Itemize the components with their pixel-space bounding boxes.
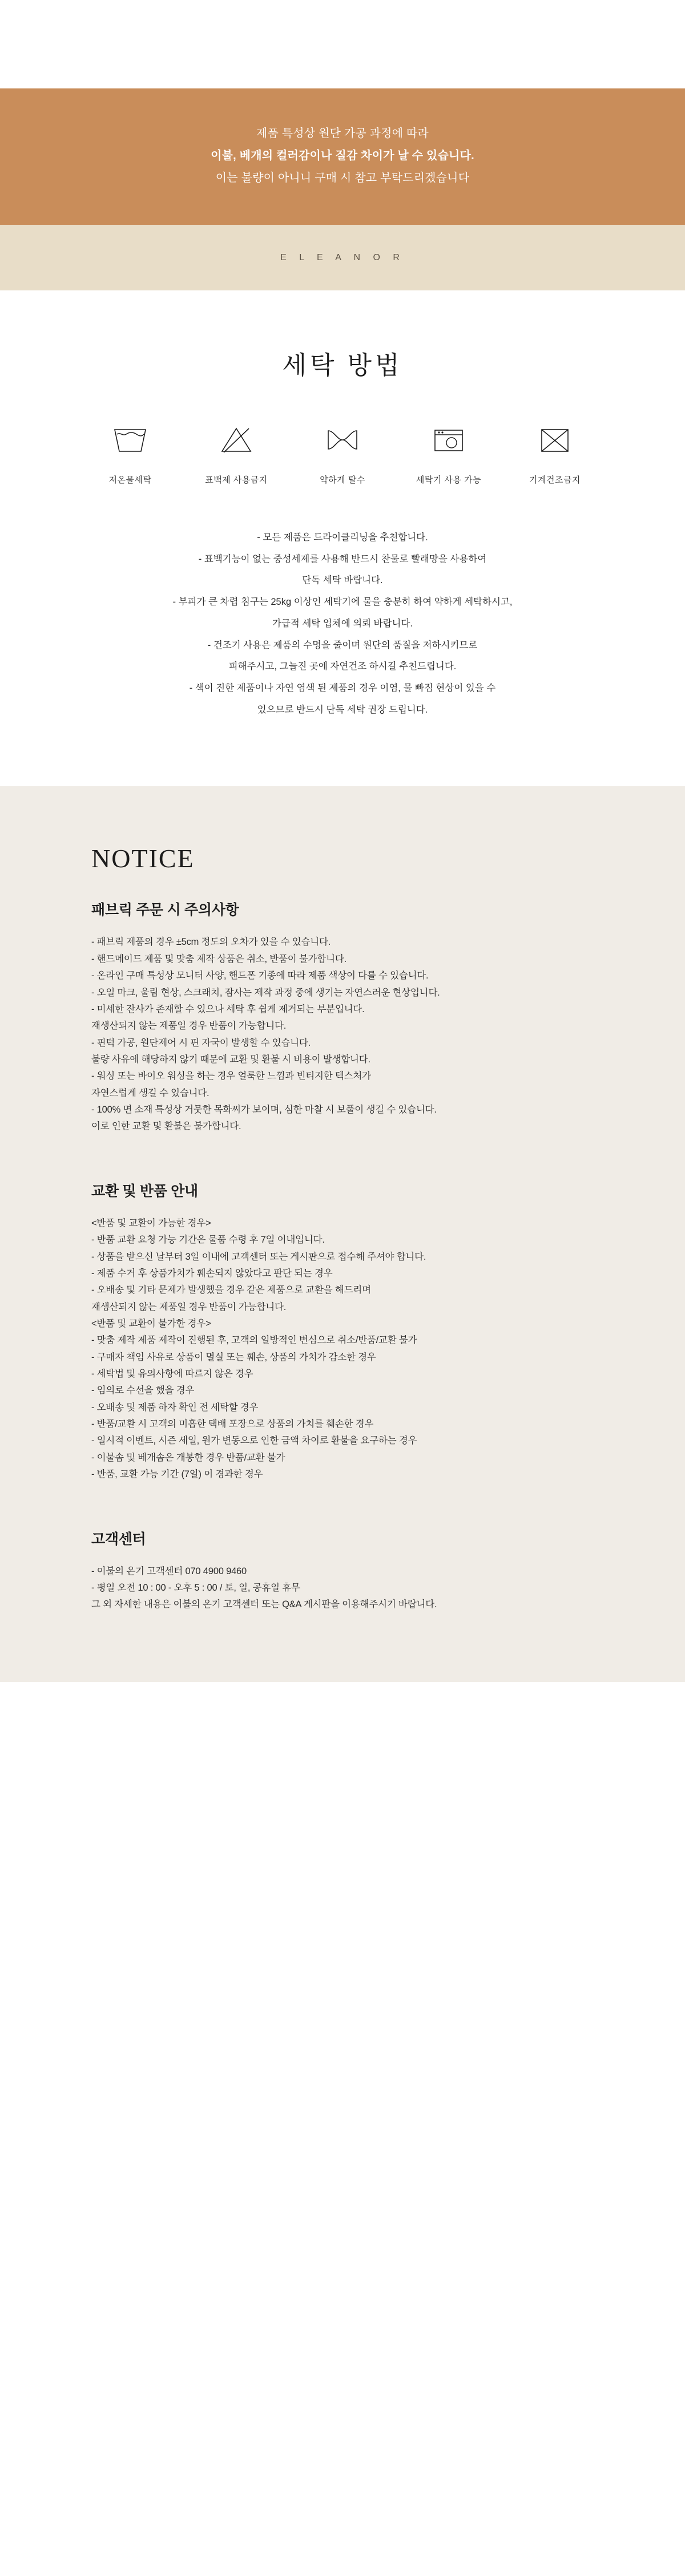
washing-icon-cell-4 [417,421,480,486]
washing-note: 단독 세탁 바랍니다. [302,575,383,586]
washing-icon-row [0,421,685,486]
washing-note: - 표백기능이 없는 중성세제를 사용해 반드시 찬물로 빨래망을 사용하여 [198,553,487,564]
notice-line: - 100% 면 소재 특성상 거뭇한 목화씨가 보이며, 심한 마찰 시 보풀이 생길 수 있습니다. [91,1105,437,1115]
notice-line: - 구매자 책임 사유로 상품이 멸실 또는 훼손, 상품의 가치가 감소한 경우 [91,1352,376,1362]
exchange-possible-lines [91,1232,594,1316]
notice-line: 이로 인한 교환 및 환불은 불가합니다. [91,1121,241,1132]
notice-line: 그 외 자세한 내용은 이불의 온기 고객센터 또는 Q&A 게시판을 이용해주시기 바랍니다. [91,1599,437,1610]
notice-line: - 상품을 받으신 날부터 3일 이내에 고객센터 또는 게시판으로 접수해 주셔야 합니다. [91,1251,426,1262]
washing-icon-label-2: 표백제 사용금지 [205,475,268,485]
notice-line: - 반품 교환 요청 가능 기간은 물품 수령 후 7일 이내입니다. [91,1235,325,1245]
no-tumble-dry-icon [537,421,573,459]
wash-tub-30-icon [112,421,148,459]
notice-line: - 맞춤 제작 제품 제작이 진행된 후, 고객의 일방적인 변심으로 취소/반품/교환 불가 [91,1335,417,1346]
customer-service-heading: 고객센터 [91,1531,146,1547]
banner-line-1: 제품 특성상 원단 가공 과정에 따라 [256,127,429,140]
notice-line: - 워싱 또는 바이오 워싱을 하는 경우 얼룩한 느낌과 빈티지한 텍스처가 [91,1071,371,1082]
banner-line-2: 이불, 베개의 컬러감이나 질감 차이가 날 수 있습니다. [211,149,474,162]
notice-line: 자연스럽게 생길 수 있습니다. [91,1087,209,1098]
notice-line: 재생산되지 않는 제품일 경우 반품이 가능합니다. [91,1021,287,1032]
exchange-heading: 교환 및 반품 안내 [91,1183,198,1199]
fabric-notice-lines [91,934,594,1135]
washing-note: - 건조기 사용은 제품의 수명을 줄이며 원단의 품질을 저하시키므로 [207,640,478,650]
washing-icon-cell-5 [523,421,586,486]
notice-line: - 핸드메이드 제품 및 맞춤 제작 상품은 취소, 반품이 불가합니다. [91,953,346,964]
notice-line: - 제품 수거 후 상품가치가 훼손되지 않았다고 판단 되는 경우 [91,1268,333,1279]
notice-line: - 반품/교환 시 고객의 미흡한 택배 포장으로 상품의 가치를 훼손한 경우 [91,1419,374,1430]
notice-section [0,786,685,1681]
washing-icon-cell-2 [205,421,268,486]
washing-note: 피해주시고, 그늘진 곳에 자연건조 하시길 추천드립니다. [228,661,457,672]
gentle-wring-icon [325,421,360,459]
washing-note: - 모든 제품은 드라이클리닝을 추천합니다. [257,532,428,543]
no-bleach-icon [219,421,254,459]
notice-line: - 온라인 구매 특성상 모니터 사양, 핸드폰 기종에 따라 제품 색상이 다를 수 있습니다. [91,970,429,981]
washing-note: - 색이 진한 제품이나 자연 염색 된 제품의 경우 이염, 물 빠짐 현상이 있을 수 [189,683,496,694]
fabric-notice-heading: 패브릭 주문 시 주의사항 [91,902,239,919]
notice-line: - 미세한 잔사가 존재할 수 있으나 세탁 후 쉽게 제거되는 부분입니다. [91,1004,365,1014]
exchange-impossible-lines [91,1332,594,1483]
notice-line: - 이불의 온기 고객센터 070 4900 9460 [91,1566,247,1576]
notice-line: - 세탁법 및 유의사항에 따르지 않은 경우 [91,1369,253,1380]
notice-line: - 일시적 이벤트, 시즌 세일, 원가 변동으로 인한 금액 차이로 환불을 요구하는 경우 [91,1435,417,1446]
notice-line: - 이불솜 및 베개솜은 개봉한 경우 반품/교환 불가 [91,1452,285,1463]
bottom-spacer [0,1682,685,1853]
notice-line: - 패브릭 제품의 경우 ±5cm 정도의 오차가 있을 수 있습니다. [91,937,331,948]
exchange-possible-heading: <반품 및 교환이 가능한 경우> [91,1218,211,1228]
notice-line: - 반품, 교환 가능 기간 (7일) 이 경과한 경우 [91,1469,263,1480]
product-notice-banner [0,88,685,225]
notice-line: 재생산되지 않는 제품일 경우 반품이 가능합니다. [91,1301,287,1312]
washing-note: 있으므로 반드시 단독 세탁 권장 드립니다. [257,704,428,715]
machine-wash-ok-icon [431,421,466,459]
washing-note: 가급적 세탁 업체에 의뢰 바랍니다. [272,618,413,629]
washing-icon-label-1: 저온물세탁 [108,475,152,485]
washing-title: 세탁 방법 [282,351,403,379]
brand-name: E L E A N O R [280,252,405,262]
washing-instructions-section [0,290,685,786]
washing-note: - 부피가 큰 차렵 침구는 25kg 이상인 세탁기에 물을 충분히 하여 약하게 세탁하시고, [172,597,513,608]
notice-line: - 평일 오전 10 : 00 - 오후 5 : 00 / 토, 일, 공휴일 휴무 [91,1582,300,1593]
washing-icon-label-3: 약하게 탈수 [320,475,365,485]
notice-line: - 오일 마크, 울림 현상, 스크래치, 잠사는 제작 과정 중에 생기는 자연스러운 현상입니다. [91,987,440,998]
exchange-impossible-heading: <반품 및 교환이 불가한 경우> [91,1318,211,1329]
notice-line: 불량 사유에 해당하지 않기 때문에 교환 및 환불 시 비용이 발생합니다. [91,1054,370,1065]
notice-line: - 오배송 및 기타 문제가 발생했을 경우 같은 제품으로 교환을 해드리며 [91,1285,371,1296]
notice-line: - 임의로 수선을 했을 경우 [91,1385,195,1396]
washing-icon-cell-3 [311,421,374,486]
washing-icon-label-4: 세탁기 사용 가능 [416,475,482,485]
washing-icon-cell-1 [99,421,162,486]
brand-strip [0,225,685,290]
customer-service-lines [91,1563,594,1613]
notice-title: NOTICE [91,844,195,874]
top-spacer [0,0,685,88]
notice-line: - 핀턱 가공, 원단제어 시 핀 자국이 발생할 수 있습니다. [91,1037,311,1048]
notice-line: - 오배송 및 제품 하자 확인 전 세탁할 경우 [91,1402,259,1413]
washing-icon-label-5: 기계건조금지 [529,475,581,485]
washing-notes [126,530,559,717]
banner-line-3: 이는 불량이 아니니 구매 시 참고 부탁드리겠습니다 [215,172,470,184]
